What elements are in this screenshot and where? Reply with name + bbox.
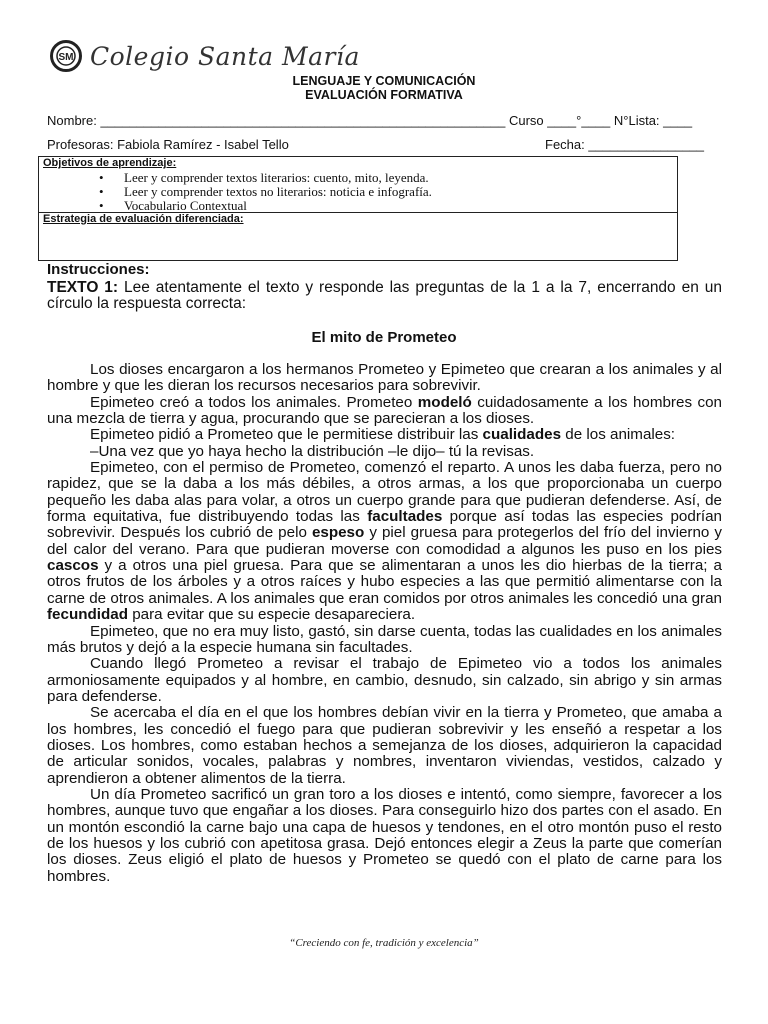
vocabulary-word: facultades xyxy=(367,508,443,526)
paragraph-text: Cuando llegó Prometeo a revisar el trabajo de Epimeteo vio a todos los animales armoniosamente equipados y al hombre, en cambio, desnudo, sin calzado, sin abrigo y sin armas para defenderse. xyxy=(47,655,722,705)
seal-letters: SM xyxy=(58,52,74,63)
paragraph-text: Un día Prometeo sacrificó un gran toro a los dioses e intentó, como siempre, favorecer a los hombres, aunque tuvo que engañar a los dioses. Para conseguirlo hizo dos partes con el asado. En un montón escondió la carne bajo una capa de huesos y tendones, en el otro montón puso el resto de los huesos y los cubrió con apetitosa grasa. Dejó entonces elegir a Zeus la parte que comerían los dioses. Zeus eligió el plato de huesos y Prometeo se quedó con el plato de carne para los hombres. xyxy=(47,785,722,885)
evaluation-title: EVALUACIÓN FORMATIVA xyxy=(305,88,463,102)
subject-title: LENGUAJE Y COMUNICACIÓN xyxy=(292,74,476,88)
objective-item: • Vocabulario Contextual xyxy=(99,199,432,213)
school-seal-icon xyxy=(50,40,82,72)
objectives-box xyxy=(38,156,678,261)
paragraph-text: de los animales: xyxy=(561,426,676,444)
objectives-list xyxy=(99,171,432,213)
school-name: Colegio Santa María xyxy=(90,41,360,71)
objective-item: • Leer y comprender textos no literarios: noticia e infografía. xyxy=(99,185,432,199)
paragraph-text: y piel gruesa para protegerlos del frío del invierno y del calor del verano. Para que pudieran moverse con comodidad a algunos les puso en los pies xyxy=(47,524,722,558)
vocabulary-word: fecundidad xyxy=(47,606,129,624)
instructions-body: Lee atentamente el texto y responde las preguntas de la 1 a la 7, encerrando en un círculo la respuesta correcta: xyxy=(47,279,722,312)
objective-item: • Leer y comprender textos literarios: cuento, mito, leyenda. xyxy=(99,171,432,185)
story-paragraph xyxy=(47,460,722,623)
text-label: TEXTO 1: xyxy=(47,279,119,296)
story-paragraph xyxy=(47,624,722,657)
story-paragraph xyxy=(47,787,722,885)
story-paragraph xyxy=(47,362,722,395)
strategy-label: Estrategia de evaluación diferenciada: xyxy=(43,213,244,225)
paragraph-text: Epimeteo creó a todos los animales. Prometeo xyxy=(90,393,418,411)
paragraph-text: porque así todas las especies podrían sobrevivir. Después los cubrió de pelo xyxy=(47,508,722,542)
instructions-text xyxy=(47,280,722,312)
story-body xyxy=(47,362,722,885)
story-paragraph xyxy=(47,656,722,705)
paragraph-text: Se acercaba el día en el que los hombres debían vivir en la tierra y Prometeo, que amaba a los hombres, les concedió el fuego para que pudieran sobrevivir y les enseñó a respetar a los dioses. Los hombres, como estaban hechos a semejanza de los dioses, adquirieron la capacidad de articular sonidos, vocales, palabras y nombres, inventaron viviendas, vestidos, calzado y aprendieron a obtener alimentos de la tierra. xyxy=(47,704,722,787)
vocabulary-word: espeso xyxy=(311,524,365,542)
story-title: El mito de Prometeo xyxy=(311,329,457,346)
school-motto: “Creciendo con fe, tradición y excelencia” xyxy=(289,937,479,949)
story-paragraph xyxy=(47,395,722,428)
paragraph-text: Los dioses encargaron a los hermanos Prometeo y Epimeteo que crearan a los animales y al hombre y que les dieran los recursos necesarios para sobrevivir. xyxy=(47,361,722,395)
paragraph-text: para evitar que su especie desapareciera. xyxy=(128,606,416,624)
story-paragraph xyxy=(47,427,722,443)
paragraph-text: Epimeteo, con el permiso de Prometeo, comenzó el reparto. A unos les daba fuerza, pero no rapidez, que se la daba a los más débiles, a otros armas, a los que proporcionaba un cuerpo pequeño les daba alas para volar, a otros un cuerpo grande para que pudieran defenderse. Así, de forma equitativa, fue distribuyendo todas las xyxy=(47,459,722,526)
vocabulary-word: cascos xyxy=(47,557,99,575)
paragraph-text: –Una vez que yo haya hecho la distribución –le dijo– tú la revisas. xyxy=(90,442,535,460)
date-line: Fecha: ________________ xyxy=(545,137,705,152)
paragraph-text: Epimeteo, que no era muy listo, gastó, sin darse cuenta, todas las cualidades en los animales más brutos y dejó a la especie humana sin facultades. xyxy=(47,622,722,656)
objectives-label: Objetivos de aprendizaje: xyxy=(43,157,177,169)
vocabulary-word: cualidades xyxy=(482,426,562,444)
instructions-title: Instrucciones: xyxy=(47,261,150,278)
story-paragraph xyxy=(47,444,722,460)
story-paragraph xyxy=(47,705,722,787)
student-name-line: Nombre: ________________________________________________________ Curso ____°____ N°Lista: ____ xyxy=(47,113,693,128)
teachers-line: Profesoras: Fabiola Ramírez - Isabel Tello xyxy=(47,137,289,152)
paragraph-text: y a otros una piel gruesa. Para que se alimentaran a unos les dio hierbas de la tierra; a otros frutos de los árboles y a otros raíces y hubo especies a las que permitió alimentarse con la carne de otros animales. A los animales que eran comidos por otros animales les concedió una gran xyxy=(47,557,722,607)
paragraph-text: Epimeteo pidió a Prometeo que le permitiese distribuir las xyxy=(90,426,483,444)
school-logo xyxy=(50,38,360,74)
vocabulary-word: modeló xyxy=(417,393,472,411)
paragraph-text: cuidadosamente a los hombres con una mezcla de tierra y agua, procurando que se parecieran a los dioses. xyxy=(47,393,722,428)
